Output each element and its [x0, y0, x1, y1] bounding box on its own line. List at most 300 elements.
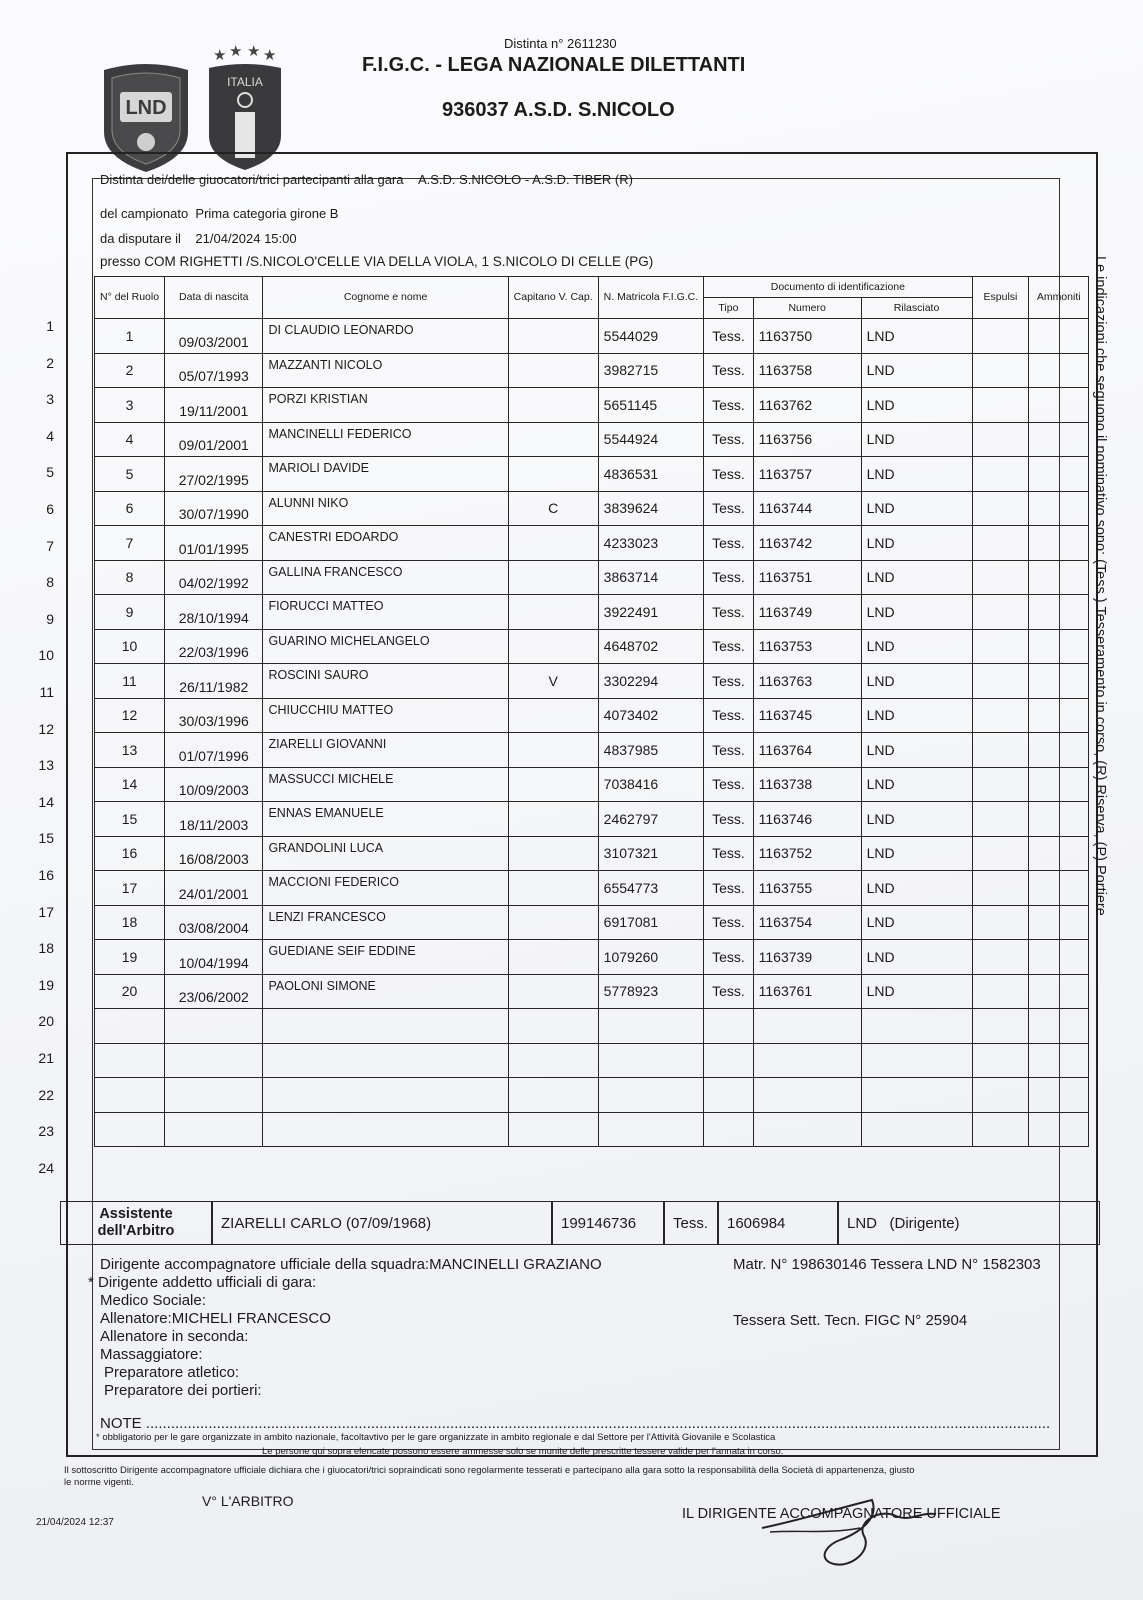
row-number: 16 [38, 867, 54, 883]
row-number: 15 [38, 830, 54, 847]
table-row [95, 664, 1089, 699]
row-number: 18 [38, 940, 54, 957]
addetto-line: * Dirigente addetto ufficiali di gara: [88, 1274, 317, 1291]
player-doc-issuer: LND [861, 560, 972, 595]
player-cautioned [1029, 319, 1089, 354]
player-matricola: 4073402 [598, 698, 704, 733]
match-venue: presso COM RIGHETTI /S.NICOLO'CELLE VIA DELLA VIOLA, 1 S.NICOLO DI CELLE (PG) [100, 254, 654, 269]
player-birthdate: 26/11/1982 [165, 664, 263, 699]
player-matricola: 4648702 [598, 629, 704, 664]
player-doc-number [753, 1009, 861, 1044]
row-number: 13 [38, 757, 54, 774]
player-name: MACCIONI FEDERICO [263, 871, 508, 906]
row-number: 24 [38, 1159, 54, 1176]
player-expelled [972, 1009, 1029, 1044]
row-number: 3 [46, 391, 54, 408]
player-doc-issuer: LND [861, 733, 972, 768]
player-birthdate: 30/07/1990 [165, 491, 263, 526]
player-birthdate [165, 1009, 263, 1044]
table-row [95, 974, 1089, 1009]
player-birthdate: 01/01/1995 [165, 526, 263, 561]
player-ruolo: 5 [95, 457, 165, 492]
player-doc-issuer [861, 1078, 972, 1113]
player-expelled [972, 457, 1029, 492]
player-name: MAZZANTI NICOLO [263, 353, 508, 388]
player-ruolo: 14 [95, 767, 165, 802]
table-row [95, 595, 1089, 630]
row-number: 9 [46, 610, 54, 627]
table-row [95, 319, 1089, 354]
player-cautioned [1029, 595, 1089, 630]
player-name: ROSCINI SAURO [263, 664, 508, 699]
player-ruolo: 18 [95, 905, 165, 940]
player-captain [508, 974, 598, 1009]
player-doc-issuer: LND [861, 388, 972, 423]
col-ammoniti: Ammoniti [1029, 277, 1089, 319]
player-doc-type [704, 1078, 753, 1113]
club-name: 936037 A.S.D. S.NICOLO [442, 99, 675, 121]
player-expelled [972, 1043, 1029, 1078]
player-cautioned [1029, 871, 1089, 906]
player-birthdate: 22/03/1996 [165, 629, 263, 664]
player-captain [508, 353, 598, 388]
player-captain [508, 1009, 598, 1044]
match-line-3: da disputare il 21/04/2024 15:00 [100, 231, 297, 246]
player-captain [508, 802, 598, 837]
assistant-tipo: Tess. [664, 1201, 718, 1245]
player-doc-number: 1163751 [753, 560, 861, 595]
player-birthdate: 04/02/1992 [165, 560, 263, 595]
svg-text:★: ★ [229, 44, 243, 60]
player-birthdate: 09/03/2001 [165, 319, 263, 354]
player-name: FIORUCCI MATTEO [263, 595, 508, 630]
player-ruolo: 20 [95, 974, 165, 1009]
player-expelled [972, 319, 1029, 354]
player-doc-issuer: LND [861, 491, 972, 526]
col-rilasciato: Rilasciato [861, 298, 972, 319]
player-matricola: 2462797 [598, 802, 704, 837]
dirigente-matricola: Matr. N° 198630146 Tessera LND N° 1582303 [733, 1256, 1041, 1273]
player-expelled [972, 767, 1029, 802]
player-matricola: 6917081 [598, 905, 704, 940]
player-matricola [598, 1112, 704, 1147]
player-captain [508, 1078, 598, 1113]
player-cautioned [1029, 1009, 1089, 1044]
player-captain [508, 940, 598, 975]
player-doc-number [753, 1112, 861, 1147]
player-ruolo: 8 [95, 560, 165, 595]
player-expelled [972, 1112, 1029, 1147]
player-doc-type: Tess. [704, 526, 753, 561]
player-name: GUARINO MICHELANGELO [263, 629, 508, 664]
col-nome: Cognome e nome [263, 277, 508, 319]
player-name: PAOLONI SIMONE [263, 974, 508, 1009]
player-doc-type: Tess. [704, 560, 753, 595]
player-doc-type: Tess. [704, 664, 753, 699]
player-expelled [972, 1078, 1029, 1113]
distinta-number: Distinta n° 2611230 [504, 36, 617, 51]
player-ruolo: 7 [95, 526, 165, 561]
player-cautioned [1029, 1112, 1089, 1147]
declaration-1: Il sottoscritto Dirigente accompagnatore ufficiale dichiara che i giuocatori/trici sopraindicati sono regolarmente tesserati e partecipano alla gara sotto la responsabilità della Società di appartenenza, giusto [64, 1465, 915, 1476]
table-row [95, 1043, 1089, 1078]
player-ruolo: 17 [95, 871, 165, 906]
table-row [95, 698, 1089, 733]
player-cautioned [1029, 629, 1089, 664]
player-doc-issuer: LND [861, 698, 972, 733]
player-doc-type: Tess. [704, 836, 753, 871]
player-doc-type: Tess. [704, 733, 753, 768]
player-expelled [972, 629, 1029, 664]
player-matricola: 4836531 [598, 457, 704, 492]
player-cautioned [1029, 457, 1089, 492]
player-cautioned [1029, 940, 1089, 975]
player-ruolo: 2 [95, 353, 165, 388]
row-number: 1 [46, 318, 54, 334]
player-captain [508, 457, 598, 492]
player-doc-type: Tess. [704, 940, 753, 975]
document-title: F.I.G.C. - LEGA NAZIONALE DILETTANTI [362, 54, 746, 76]
player-cautioned [1029, 905, 1089, 940]
player-name: ALUNNI NIKO [263, 491, 508, 526]
player-doc-number: 1163754 [753, 905, 861, 940]
col-espulsi: Espulsi [972, 277, 1029, 319]
player-captain [508, 698, 598, 733]
player-doc-issuer: LND [861, 422, 972, 457]
assistant-numero: 1606984 [718, 1201, 838, 1245]
player-name: CANESTRI EDOARDO [263, 526, 508, 561]
player-doc-number: 1163757 [753, 457, 861, 492]
player-doc-number: 1163756 [753, 422, 861, 457]
table-row [95, 940, 1089, 975]
player-cautioned [1029, 836, 1089, 871]
match-line-2: del campionato Prima categoria girone B [100, 206, 339, 221]
dirigente-line: Dirigente accompagnatore ufficiale della squadra:MANCINELLI GRAZIANO [100, 1256, 602, 1273]
svg-text:LND: LND [125, 97, 167, 119]
player-expelled [972, 491, 1029, 526]
player-doc-number: 1163744 [753, 491, 861, 526]
player-name: MASSUCCI MICHELE [263, 767, 508, 802]
player-doc-number: 1163742 [753, 526, 861, 561]
player-doc-type: Tess. [704, 629, 753, 664]
player-captain: C [508, 491, 598, 526]
svg-text:ITALIA: ITALIA [227, 75, 263, 89]
player-captain [508, 629, 598, 664]
player-doc-type: Tess. [704, 319, 753, 354]
table-row [95, 560, 1089, 595]
allenatore-tessera: Tessera Sett. Tecn. FIGC N° 25904 [733, 1312, 968, 1329]
player-name [263, 1078, 508, 1113]
player-doc-number: 1163750 [753, 319, 861, 354]
player-doc-number: 1163746 [753, 802, 861, 837]
row-number: 6 [46, 501, 54, 517]
player-cautioned [1029, 698, 1089, 733]
table-row [95, 1078, 1089, 1113]
player-expelled [972, 733, 1029, 768]
portieri-line: Preparatore dei portieri: [104, 1382, 262, 1399]
player-ruolo: 9 [95, 595, 165, 630]
medico-line: Medico Sociale: [100, 1292, 206, 1309]
player-matricola: 3922491 [598, 595, 704, 630]
player-ruolo: 12 [95, 698, 165, 733]
note-line: NOTE ......................................................................................................................................................................................................................... [100, 1415, 1051, 1432]
player-ruolo: 3 [95, 388, 165, 423]
player-name: GRANDOLINI LUCA [263, 836, 508, 871]
player-matricola: 6554773 [598, 871, 704, 906]
player-name: GUEDIANE SEIF EDDINE [263, 940, 508, 975]
player-captain [508, 836, 598, 871]
table-row [95, 802, 1089, 837]
player-ruolo [95, 1009, 165, 1044]
col-tipo: Tipo [704, 298, 753, 319]
declaration-2: le norme vigenti. [64, 1477, 134, 1488]
row-number: 21 [38, 1050, 54, 1066]
table-row [95, 733, 1089, 768]
player-expelled [972, 526, 1029, 561]
player-expelled [972, 353, 1029, 388]
table-row [95, 491, 1089, 526]
massaggiatore-line: Massaggiatore: [100, 1346, 203, 1363]
player-matricola: 3107321 [598, 836, 704, 871]
col-numero: Numero [753, 298, 861, 319]
player-matricola [598, 1043, 704, 1078]
player-doc-issuer: LND [861, 629, 972, 664]
player-expelled [972, 940, 1029, 975]
signature-image [760, 1490, 950, 1570]
player-cautioned [1029, 733, 1089, 768]
player-name: MARIOLI DAVIDE [263, 457, 508, 492]
player-matricola: 5651145 [598, 388, 704, 423]
player-birthdate: 09/01/2001 [165, 422, 263, 457]
player-cautioned [1029, 802, 1089, 837]
col-nascita: Data di nascita [165, 277, 263, 319]
player-ruolo: 6 [95, 491, 165, 526]
player-cautioned [1029, 974, 1089, 1009]
table-row [95, 526, 1089, 561]
table-row [95, 388, 1089, 423]
player-doc-issuer [861, 1112, 972, 1147]
print-timestamp: 21/04/2024 12:37 [36, 1517, 114, 1528]
player-expelled [972, 836, 1029, 871]
player-expelled [972, 664, 1029, 699]
col-documento: Documento di identificazione [704, 277, 972, 298]
player-ruolo [95, 1078, 165, 1113]
player-birthdate [165, 1112, 263, 1147]
table-row [95, 767, 1089, 802]
player-expelled [972, 560, 1029, 595]
player-captain [508, 767, 598, 802]
player-doc-issuer: LND [861, 905, 972, 940]
preparatore-line: Preparatore atletico: [104, 1364, 240, 1381]
player-cautioned [1029, 664, 1089, 699]
col-capitano: Capitano V. Cap. [508, 277, 598, 319]
player-name: ZIARELLI GIOVANNI [263, 733, 508, 768]
svg-text:★: ★ [263, 47, 277, 64]
row-number: 22 [38, 1086, 54, 1103]
player-matricola: 5544029 [598, 319, 704, 354]
side-note: Le indicazioni che seguono il nominativo sono: (Tess.) Tesseramento in corso, (R) Riserva, (P) Portiere [1092, 256, 1108, 916]
player-ruolo: 19 [95, 940, 165, 975]
table-row [95, 1112, 1089, 1147]
player-cautioned [1029, 1043, 1089, 1078]
player-name [263, 1112, 508, 1147]
player-doc-type: Tess. [704, 802, 753, 837]
player-ruolo [95, 1043, 165, 1078]
player-cautioned [1029, 560, 1089, 595]
player-expelled [972, 388, 1029, 423]
player-doc-number: 1163755 [753, 871, 861, 906]
player-doc-type: Tess. [704, 491, 753, 526]
player-doc-issuer: LND [861, 836, 972, 871]
player-doc-issuer: LND [861, 319, 972, 354]
player-name: DI CLAUDIO LEONARDO [263, 319, 508, 354]
player-cautioned [1029, 388, 1089, 423]
player-captain: V [508, 664, 598, 699]
player-birthdate: 16/08/2003 [165, 836, 263, 871]
player-ruolo: 10 [95, 629, 165, 664]
player-doc-type [704, 1112, 753, 1147]
table-row [95, 871, 1089, 906]
player-birthdate: 28/10/1994 [165, 595, 263, 630]
player-birthdate: 05/07/1993 [165, 353, 263, 388]
player-doc-type: Tess. [704, 698, 753, 733]
player-matricola: 4837985 [598, 733, 704, 768]
obbligatorio-note: * obbligatorio per le gare organizzate in ambito nazionale, facoltavtivo per le gare organizzate in ambito regionale e dal Settore per l'Attività Giovanile e Scolastica [96, 1432, 776, 1443]
row-number: 5 [46, 464, 54, 481]
player-captain [508, 526, 598, 561]
player-birthdate: 01/07/1996 [165, 733, 263, 768]
player-captain [508, 905, 598, 940]
player-captain [508, 560, 598, 595]
player-cautioned [1029, 491, 1089, 526]
player-matricola [598, 1078, 704, 1113]
player-doc-number: 1163745 [753, 698, 861, 733]
player-doc-type: Tess. [704, 457, 753, 492]
player-doc-issuer: LND [861, 353, 972, 388]
row-number: 23 [38, 1123, 54, 1140]
row-number: 14 [38, 793, 54, 810]
player-ruolo [95, 1112, 165, 1147]
player-matricola: 3982715 [598, 353, 704, 388]
player-captain [508, 422, 598, 457]
assistant-referee-row [60, 1201, 1100, 1245]
player-name: MANCINELLI FEDERICO [263, 422, 508, 457]
player-doc-issuer: LND [861, 664, 972, 699]
player-expelled [972, 974, 1029, 1009]
row-number: 12 [38, 720, 54, 737]
player-doc-issuer: LND [861, 940, 972, 975]
player-name: GALLINA FRANCESCO [263, 560, 508, 595]
player-ruolo: 11 [95, 664, 165, 699]
player-doc-issuer [861, 1009, 972, 1044]
player-captain [508, 733, 598, 768]
player-birthdate: 10/04/1994 [165, 940, 263, 975]
player-doc-issuer: LND [861, 767, 972, 802]
player-doc-issuer: LND [861, 595, 972, 630]
player-expelled [972, 871, 1029, 906]
player-birthdate: 18/11/2003 [165, 802, 263, 837]
player-cautioned [1029, 526, 1089, 561]
assistant-name: ZIARELLI CARLO (07/09/1968) [212, 1201, 552, 1245]
player-expelled [972, 698, 1029, 733]
table-row [95, 629, 1089, 664]
player-captain [508, 595, 598, 630]
player-doc-type: Tess. [704, 905, 753, 940]
match-line-1: Distinta dei/delle giuocatori/trici partecipanti alla gara A.S.D. S.NICOLO - A.S.D. TIBER (R) [100, 172, 633, 187]
player-doc-number [753, 1043, 861, 1078]
row-number: 20 [38, 1013, 54, 1030]
player-matricola: 3839624 [598, 491, 704, 526]
table-row [95, 422, 1089, 457]
player-ruolo: 15 [95, 802, 165, 837]
table-row [95, 457, 1089, 492]
col-ruolo: N° del Ruolo [95, 277, 165, 319]
player-matricola: 3302294 [598, 664, 704, 699]
player-cautioned [1029, 422, 1089, 457]
row-number: 10 [38, 647, 54, 664]
player-captain [508, 319, 598, 354]
player-ruolo: 13 [95, 733, 165, 768]
player-matricola: 5544924 [598, 422, 704, 457]
player-captain [508, 388, 598, 423]
player-doc-type: Tess. [704, 871, 753, 906]
allenatore-line: Allenatore:MICHELI FRANCESCO [100, 1310, 331, 1327]
player-doc-issuer [861, 1043, 972, 1078]
allenatore2-line: Allenatore in seconda: [100, 1328, 249, 1345]
table-row [95, 1009, 1089, 1044]
player-birthdate: 24/01/2001 [165, 871, 263, 906]
player-ruolo: 4 [95, 422, 165, 457]
col-matricola: N. Matricola F.I.G.C. [598, 277, 704, 319]
player-doc-type: Tess. [704, 767, 753, 802]
player-doc-number: 1163763 [753, 664, 861, 699]
row-number: 11 [39, 684, 54, 700]
player-doc-issuer: LND [861, 457, 972, 492]
referee-signature-label: V° L'ARBITRO [202, 1493, 294, 1509]
assistant-rilasciato: LND (Dirigente) [838, 1201, 1100, 1245]
player-captain [508, 1112, 598, 1147]
table-row [95, 905, 1089, 940]
row-number: 2 [46, 354, 54, 371]
player-doc-number: 1163739 [753, 940, 861, 975]
player-doc-number: 1163762 [753, 388, 861, 423]
player-cautioned [1029, 767, 1089, 802]
row-number: 4 [46, 427, 54, 444]
player-cautioned [1029, 353, 1089, 388]
persone-note: Le persone qui sopra elencate possono essere ammesse solo se munite delle prescritte tessere valide per l'annata in corso. [262, 1446, 784, 1457]
table-row [95, 353, 1089, 388]
player-doc-number: 1163749 [753, 595, 861, 630]
row-number: 19 [38, 976, 54, 993]
dirigente-signature-label: IL DIRIGENTE ACCOMPAGNATORE UFFICIALE [682, 1506, 1001, 1522]
player-name: ENNAS EMANUELE [263, 802, 508, 837]
svg-text:★: ★ [247, 44, 261, 60]
player-doc-number: 1163761 [753, 974, 861, 1009]
player-expelled [972, 802, 1029, 837]
player-birthdate: 27/02/1995 [165, 457, 263, 492]
player-name [263, 1043, 508, 1078]
players-table [94, 276, 1089, 1147]
player-expelled [972, 905, 1029, 940]
player-matricola: 5778923 [598, 974, 704, 1009]
player-birthdate [165, 1078, 263, 1113]
assistant-label: Assistente dell'Arbitro [60, 1201, 212, 1245]
player-matricola [598, 1009, 704, 1044]
player-doc-type: Tess. [704, 353, 753, 388]
player-ruolo: 16 [95, 836, 165, 871]
player-doc-number: 1163758 [753, 353, 861, 388]
svg-text:★: ★ [213, 47, 227, 64]
